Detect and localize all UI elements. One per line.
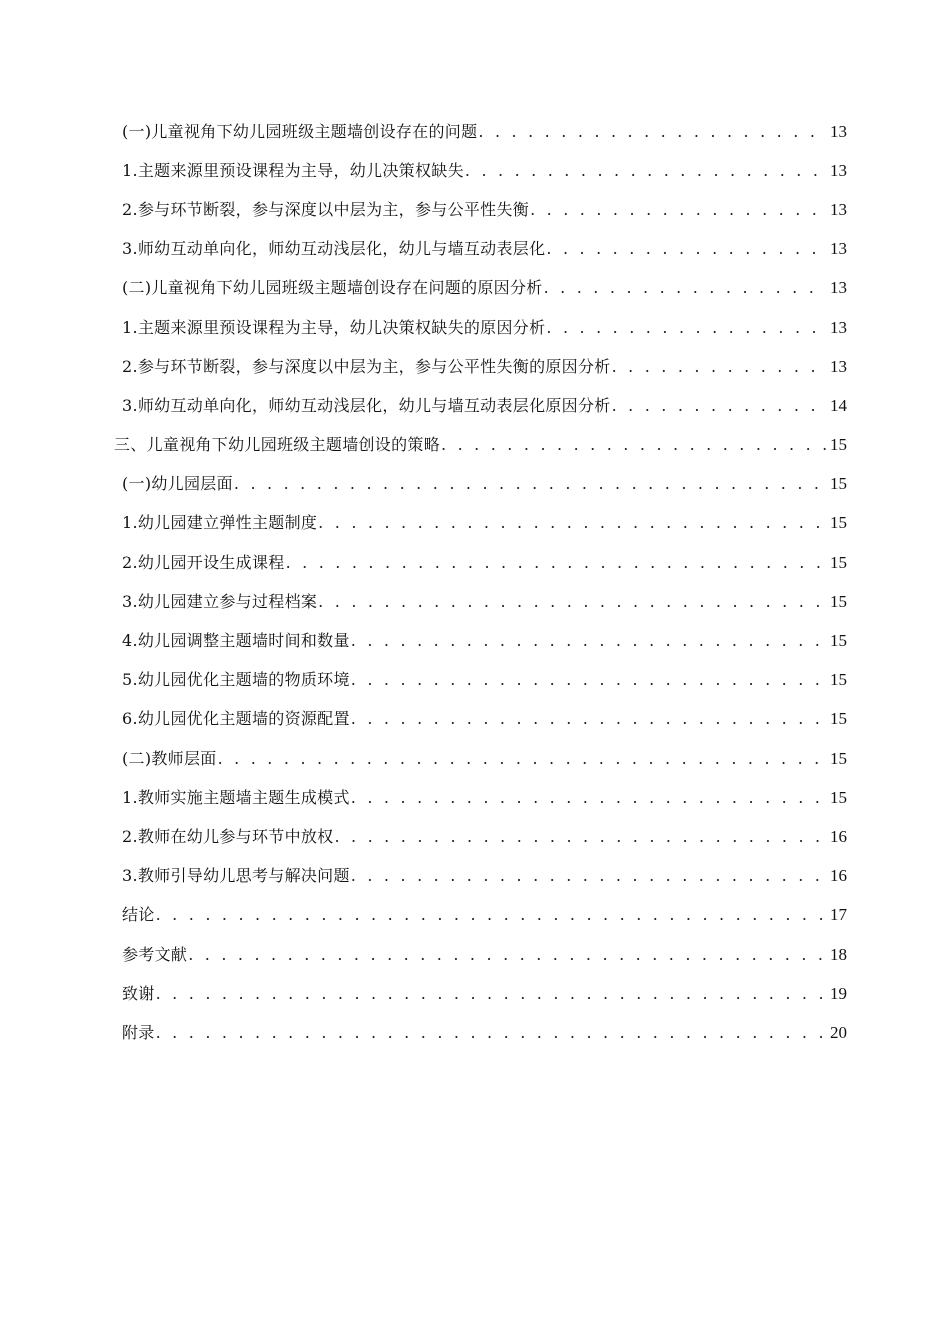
toc-entry-title: 3.教师引导幼儿思考与解决问题 (122, 866, 350, 886)
toc-entry-title: 结论 (122, 905, 155, 925)
toc-entry-page-number: 16 (830, 866, 847, 886)
toc-entry-title: 4.幼儿园调整主题墙时间和数量 (122, 631, 350, 651)
toc-entry-page-number: 15 (830, 552, 847, 572)
toc-entry-page-number: 19 (830, 983, 847, 1003)
toc-entry-title: 2.教师在幼儿参与环节中放权 (122, 826, 334, 846)
toc-entry-page-number: 13 (830, 239, 847, 259)
toc-entry-title: (一)幼儿园层面 (122, 474, 233, 494)
toc-entry[interactable] (0, 347, 950, 386)
toc-entry-title: 附录 (122, 1022, 155, 1042)
toc-entry[interactable] (0, 661, 950, 700)
toc-dot-leader (544, 278, 827, 298)
toc-entry-title: 3.师幼互动单向化，师幼互动浅层化，幼儿与墙互动表层化原因分析 (122, 395, 611, 415)
toc-entry-page-number: 13 (830, 278, 847, 298)
toc-entry[interactable] (0, 621, 950, 660)
toc-entry-title: (一)儿童视角下幼儿园班级主题墙创设存在的问题 (122, 121, 478, 141)
toc-entry-page-number: 13 (830, 199, 847, 219)
toc-entry-title: 参考文献 (122, 944, 188, 964)
toc-entry[interactable] (0, 778, 950, 817)
toc-entry-page-number: 15 (830, 709, 847, 729)
table-of-contents (0, 112, 950, 1053)
toc-entry[interactable] (0, 465, 950, 504)
toc-dot-leader (351, 631, 827, 651)
toc-entry-title: (二)教师层面 (122, 748, 217, 768)
toc-entry-page-number: 13 (830, 356, 847, 376)
toc-entry-page-number: 15 (830, 748, 847, 768)
toc-entry[interactable] (0, 896, 950, 935)
toc-dot-leader (156, 984, 827, 1004)
toc-entry-page-number: 13 (830, 160, 847, 180)
toc-entry-title: (二)儿童视角下幼儿园班级主题墙创设存在问题的原因分析 (122, 278, 543, 298)
toc-entry-title: 2.参与环节断裂，参与深度以中层为主，参与公平性失衡 (122, 199, 530, 219)
toc-entry[interactable] (0, 935, 950, 974)
toc-entry[interactable] (0, 190, 950, 229)
toc-entry-title: 6.幼儿园优化主题墙的资源配置 (122, 709, 350, 729)
toc-dot-leader (612, 357, 827, 377)
toc-entry-page-number: 15 (830, 474, 847, 494)
toc-entry-page-number: 15 (830, 591, 847, 611)
toc-entry[interactable] (0, 739, 950, 778)
toc-entry-page-number: 18 (830, 944, 847, 964)
toc-entry[interactable] (0, 543, 950, 582)
toc-entry-page-number: 20 (830, 1022, 847, 1042)
toc-entry-page-number: 15 (830, 787, 847, 807)
toc-entry-page-number: 15 (830, 513, 847, 533)
toc-entry-title: 1.主题来源里预设课程为主导，幼儿决策权缺失的原因分析 (122, 317, 546, 337)
toc-entry-title: 3.幼儿园建立参与过程档案 (122, 591, 318, 611)
toc-entry-page-number: 16 (830, 826, 847, 846)
toc-entry-page-number: 14 (830, 395, 847, 415)
toc-entry-title: 三、儿童视角下幼儿园班级主题墙创设的策略 (114, 435, 441, 455)
toc-dot-leader (188, 945, 827, 965)
toc-entry[interactable] (0, 1013, 950, 1052)
toc-dot-leader (156, 905, 827, 925)
toc-dot-leader (351, 709, 827, 729)
toc-entry[interactable] (0, 700, 950, 739)
toc-dot-leader (351, 788, 827, 808)
toc-dot-leader (546, 318, 827, 338)
toc-dot-leader (318, 513, 827, 533)
toc-entry[interactable] (0, 269, 950, 308)
toc-dot-leader (286, 553, 827, 573)
toc-entry-title: 1.主题来源里预设课程为主导，幼儿决策权缺失 (122, 160, 464, 180)
toc-dot-leader (441, 435, 827, 455)
toc-entry[interactable] (0, 974, 950, 1013)
toc-dot-leader (156, 1023, 827, 1043)
toc-entry[interactable] (0, 582, 950, 621)
toc-dot-leader (351, 670, 827, 690)
toc-dot-leader (334, 827, 827, 847)
toc-dot-leader (478, 122, 827, 142)
toc-entry-title: 3.师幼互动单向化，师幼互动浅层化，幼儿与墙互动表层化 (122, 239, 546, 259)
toc-dot-leader (318, 592, 827, 612)
toc-entry[interactable] (0, 504, 950, 543)
toc-dot-leader (218, 749, 827, 769)
toc-entry-page-number: 13 (830, 121, 847, 141)
toc-entry[interactable] (0, 230, 950, 269)
toc-entry-title: 2.幼儿园开设生成课程 (122, 552, 285, 572)
toc-entry[interactable] (0, 112, 950, 151)
toc-entry-title: 2.参与环节断裂，参与深度以中层为主，参与公平性失衡的原因分析 (122, 356, 611, 376)
toc-entry-page-number: 15 (830, 631, 847, 651)
toc-entry[interactable] (0, 857, 950, 896)
toc-dot-leader (234, 474, 827, 494)
toc-dot-leader (351, 866, 827, 886)
toc-entry[interactable] (0, 817, 950, 856)
toc-entry-title: 1.幼儿园建立弹性主题制度 (122, 513, 318, 533)
toc-entry-title: 5.幼儿园优化主题墙的物质环境 (122, 670, 350, 690)
toc-dot-leader (530, 200, 827, 220)
toc-entry-page-number: 15 (830, 435, 847, 455)
toc-entry-page-number: 15 (830, 670, 847, 690)
toc-entry-title: 1.教师实施主题墙主题生成模式 (122, 787, 350, 807)
toc-entry[interactable] (0, 308, 950, 347)
toc-entry[interactable] (0, 151, 950, 190)
toc-entry-title: 致谢 (122, 983, 155, 1003)
toc-dot-leader (612, 396, 827, 416)
toc-entry[interactable] (0, 426, 950, 465)
toc-entry[interactable] (0, 386, 950, 425)
toc-dot-leader (546, 239, 827, 259)
toc-dot-leader (465, 161, 827, 181)
toc-entry-page-number: 13 (830, 317, 847, 337)
toc-entry-page-number: 17 (830, 905, 847, 925)
